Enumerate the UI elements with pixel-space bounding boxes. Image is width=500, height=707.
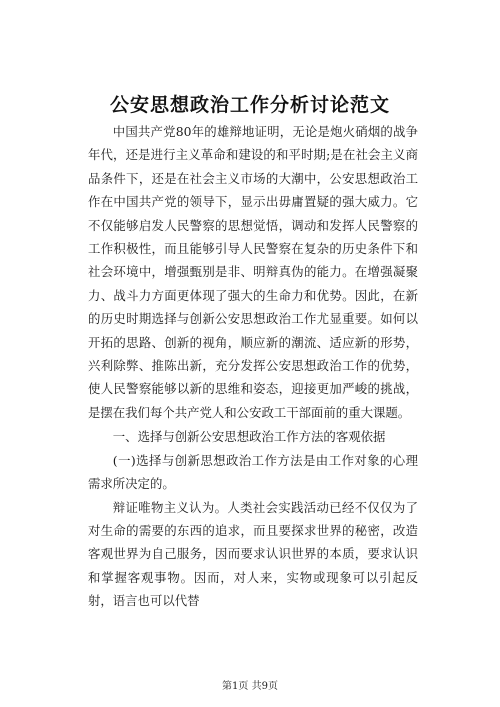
subsection-heading: (一)选择与创新思想政治工作方法是由工作对象的心理需求所决定的。	[88, 452, 418, 492]
page-number-footer: 第1页 共9页	[222, 681, 278, 692]
document-body	[88, 120, 418, 613]
document-title: 公安思想政治工作分析讨论范文	[109, 94, 390, 116]
paragraph-dialectic: 辩证唯物主义认为。人类社会实践活动已经不仅仅为了对生命的需要的东西的追求，而且要探求世界的秘密，改造客观世界为自己服务，因而要求认识世界的本质，要求认识和掌握客观事物。因而，对人来，实物或现象可以引起反射，语言也可以代替	[88, 499, 418, 609]
section-heading: 一、选择与创新公安思想政治工作方法的客观依据	[112, 429, 386, 445]
paragraph-intro: 中国共产党80年的雄辩地证明，无论是炮火硝烟的战争年代，还是进行主义革命和建设的和平时期;是在社会主义商品条件下，还是在社会主义市场的大潮中，公安思想政治工作在中国共产党的领导下，显示出毋庸置疑的强大威力。它不仅能够启发人民警察的思想觉悟，调动和发挥人民警察的工作积极性，而且能够引导人民警察在复杂的历史条件下和社会环境中，增强甄别是非、明辩真伪的能力。在增强凝聚力、战斗力方面更体现了强大的生命力和优势。因此，在新的历史时期选择与创新公安思想政治工作尤显重要。如何以开拓的思路、创新的视角，顺应新的潮流、适应新的形势，兴利除弊、推陈出新，充分发挥公安思想政治工作的优势，使人民警察能够以新的思维和姿态，迎接更加严峻的挑战，是摆在我们每个共产党人和公安政工干部面前的重大课题。	[88, 124, 418, 420]
